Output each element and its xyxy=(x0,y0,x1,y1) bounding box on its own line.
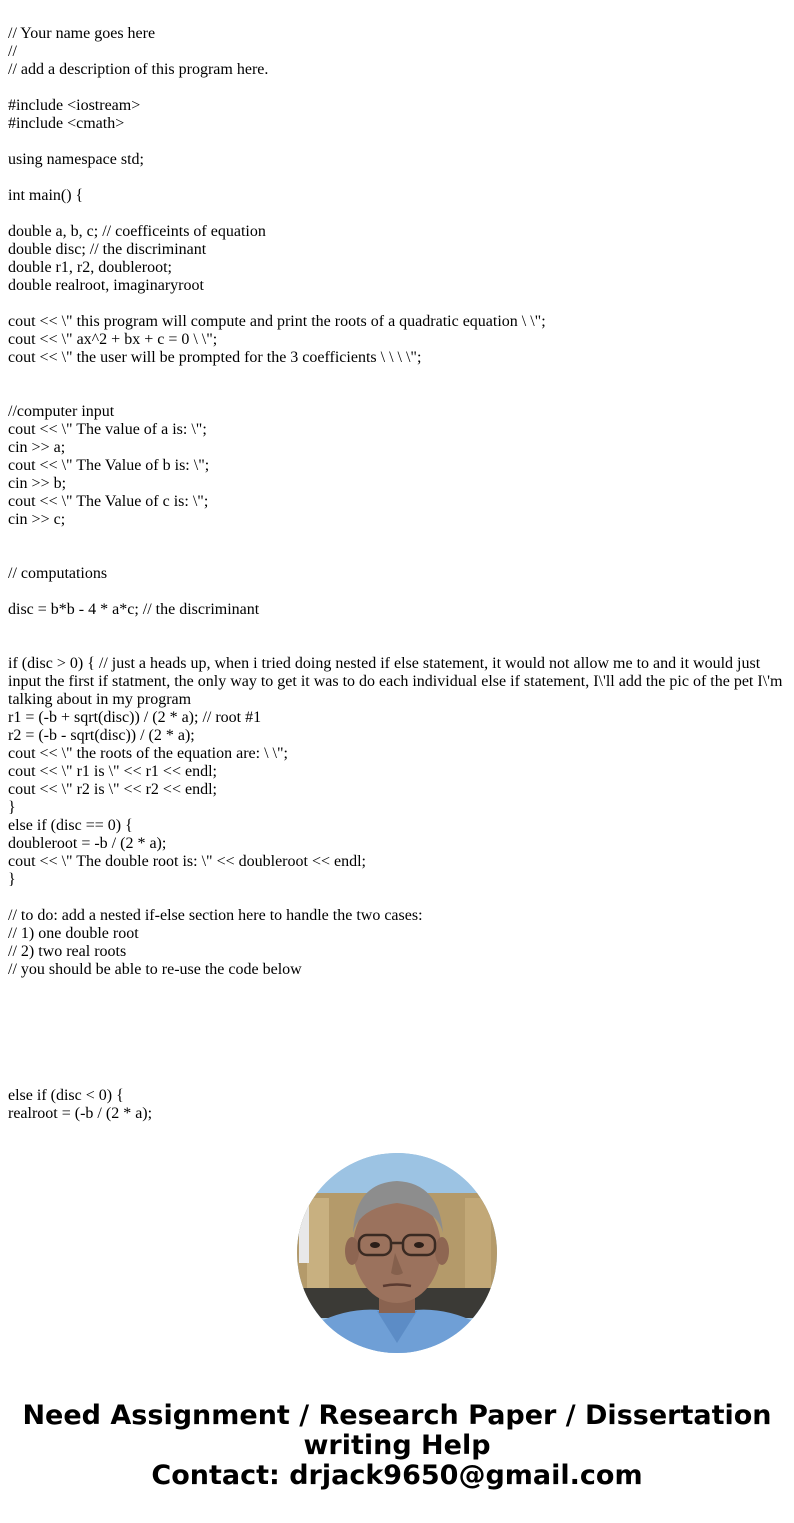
code-line xyxy=(8,205,786,223)
code-line: cout << \" The Value of c is: \"; xyxy=(8,493,209,510)
code-line xyxy=(8,1051,786,1069)
code-line: // add a description of this program here. xyxy=(8,61,269,78)
promo-subheadline: writing Help xyxy=(303,1430,491,1461)
code-line: cout << \" The value of a is: \"; xyxy=(8,421,207,438)
code-line xyxy=(8,997,786,1015)
portrait-icon xyxy=(297,1153,497,1353)
code-line: // computations xyxy=(8,565,108,582)
code-line: } xyxy=(8,871,16,888)
code-line xyxy=(8,637,786,655)
code-line xyxy=(8,295,786,313)
code-line: else if (disc == 0) { xyxy=(8,817,133,834)
code-line: // you should be able to re-use the code below xyxy=(8,961,302,978)
code-line: cout << \" the roots of the equation are: \ \"; xyxy=(8,745,288,762)
code-line: double a, b, c; // coefficeints of equation xyxy=(8,223,266,240)
promo-banner xyxy=(0,1401,794,1491)
code-line: //computer input xyxy=(8,403,115,420)
code-line: double r1, r2, doubleroot; xyxy=(8,259,172,276)
code-line: #include <cmath> xyxy=(8,115,125,132)
code-line: double disc; // the discriminant xyxy=(8,241,207,258)
photo-container xyxy=(0,1153,794,1353)
code-line: // Your name goes here xyxy=(8,25,156,42)
code-line: r2 = (-b - sqrt(disc)) / (2 * a); xyxy=(8,727,195,744)
code-line: disc = b*b - 4 * a*c; // the discriminant xyxy=(8,601,260,618)
code-line xyxy=(8,1069,786,1087)
code-line: } xyxy=(8,799,16,816)
code-line: cout << \" The Value of b is: \"; xyxy=(8,457,210,474)
code-line xyxy=(8,79,786,97)
code-line: // 2) two real roots xyxy=(8,943,127,960)
code-line: cout << \" this program will compute and print the roots of a quadratic equation \ \"; xyxy=(8,313,546,330)
code-line xyxy=(8,385,786,403)
code-line: cout << \" r1 is \" << r1 << endl; xyxy=(8,763,217,780)
promo-contact: Contact: drjack9650@gmail.com xyxy=(151,1460,643,1491)
code-line xyxy=(8,367,786,385)
code-line: cout << \" The double root is: \" << doubleroot << endl; xyxy=(8,853,366,870)
code-line xyxy=(8,583,786,601)
code-line xyxy=(8,1033,786,1051)
code-line: double realroot, imaginaryroot xyxy=(8,277,204,294)
code-line: // xyxy=(8,43,17,60)
code-line: realroot = (-b / (2 * a); xyxy=(8,1105,153,1122)
code-line xyxy=(8,529,786,547)
code-line: cout << \" r2 is \" << r2 << endl; xyxy=(8,781,217,798)
code-line: cin >> a; xyxy=(8,439,66,456)
code-line xyxy=(8,133,786,151)
code-line: // to do: add a nested if-else section here to handle the two cases: xyxy=(8,907,423,924)
code-line xyxy=(8,169,786,187)
code-line: // 1) one double root xyxy=(8,925,139,942)
code-line: using namespace std; xyxy=(8,151,144,168)
code-line: int main() { xyxy=(8,187,84,204)
code-line xyxy=(8,979,786,997)
code-line xyxy=(8,619,786,637)
code-line: cin >> c; xyxy=(8,511,66,528)
code-line xyxy=(8,547,786,565)
code-line: #include <iostream> xyxy=(8,97,141,114)
code-line: cout << \" the user will be prompted for the 3 coefficients \ \ \ \"; xyxy=(8,349,422,366)
promo-headline: Need Assignment / Research Paper / Dissertation xyxy=(22,1400,772,1431)
code-line: doubleroot = -b / (2 * a); xyxy=(8,835,167,852)
code-line: else if (disc < 0) { xyxy=(8,1087,124,1104)
code-line xyxy=(8,1015,786,1033)
avatar-photo xyxy=(297,1153,497,1353)
code-line: cout << \" ax^2 + bx + c = 0 \ \"; xyxy=(8,331,218,348)
code-line xyxy=(8,889,786,907)
code-line: r1 = (-b + sqrt(disc)) / (2 * a); // root #1 xyxy=(8,709,262,726)
code-line: cin >> b; xyxy=(8,475,67,492)
code-line: if (disc > 0) { // just a heads up, when i tried doing nested if else statement, it would not allow me to and it would just input the first if statment, the only way to get it was to do each individual else if statement, I\'ll add the pic of the pet I\'m talking about in my program xyxy=(8,655,787,708)
